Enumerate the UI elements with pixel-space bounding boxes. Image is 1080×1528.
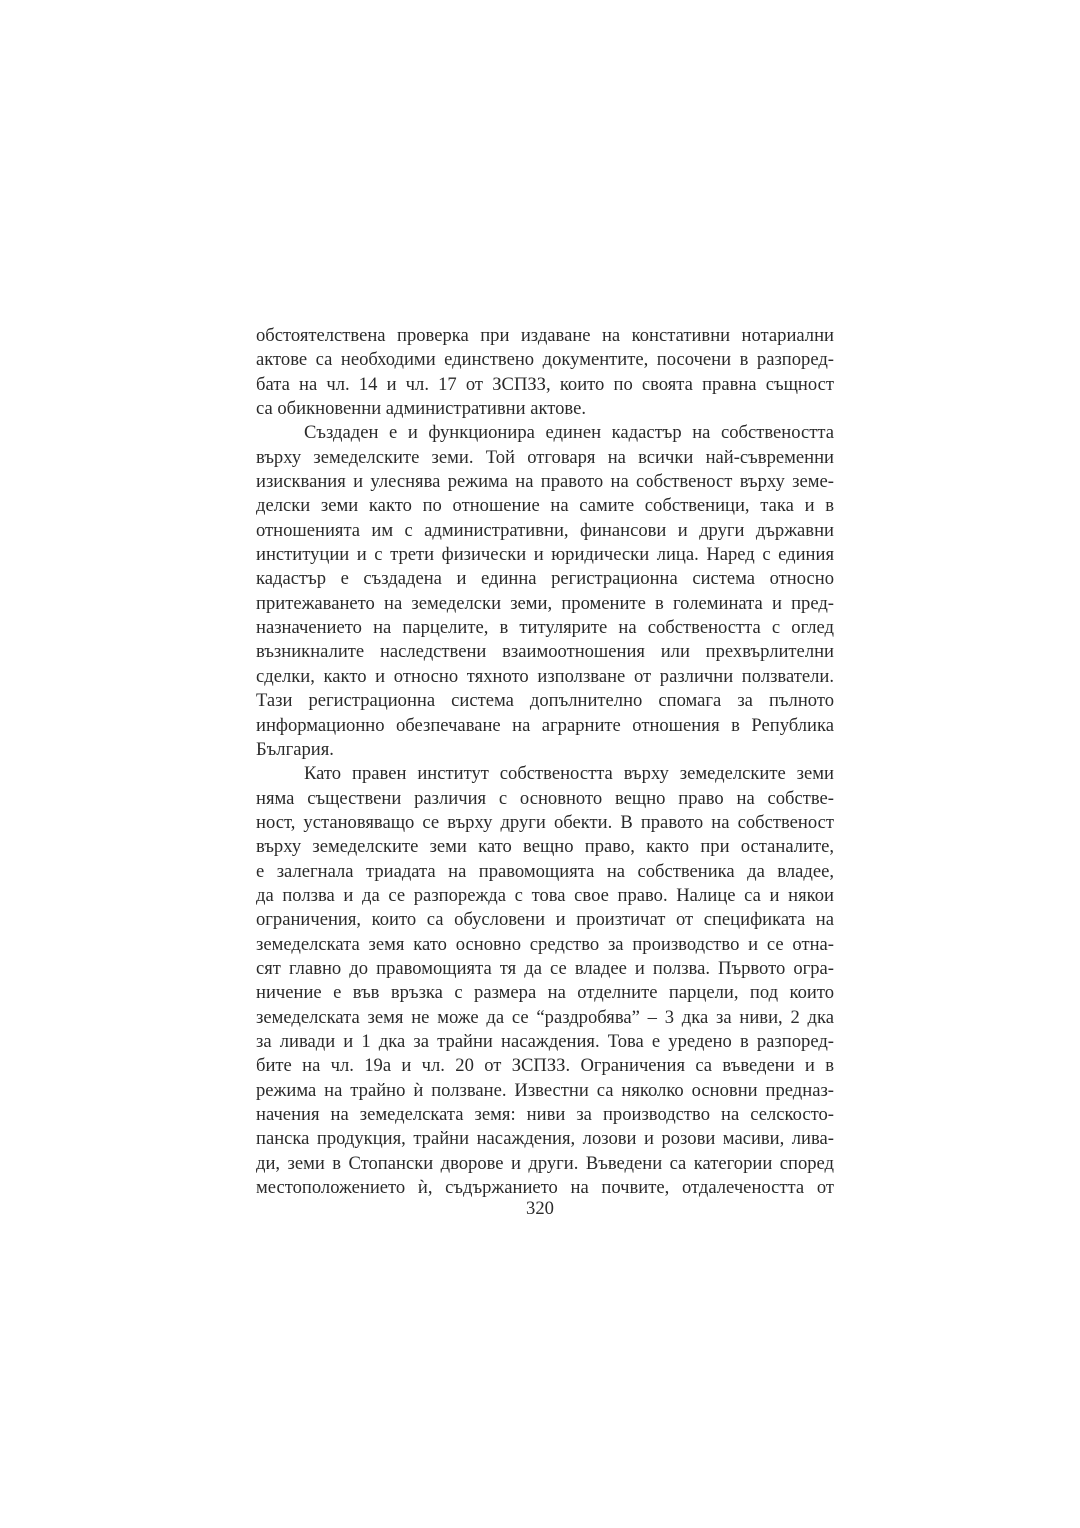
- text-line: земеделската земя не може да се “раздробява” – 3 дка за ниви, 2 дка: [256, 1006, 834, 1028]
- text-line: кадастър е създадена и единна регистрационна система относно: [256, 568, 834, 590]
- text-line: България.: [256, 738, 334, 760]
- text-line: панска продукция, трайни насаждения, лозови и розови масиви, лива-: [256, 1128, 834, 1150]
- text-line: са обикновенни административни актове.: [256, 398, 586, 420]
- text-line: местоположението ѝ, съдържанието на почвите, отдалечеността от: [256, 1177, 834, 1199]
- text-line: Като правен институт собствеността върху земеделските земи: [304, 763, 834, 785]
- text-line: Тази регистрационна система допълнително спомага за пълното: [256, 690, 834, 712]
- text-line: възникналите наследствени взаимоотношения или прехвърлителни: [256, 641, 834, 663]
- text-line: обстоятелствена проверка при издаване на констативни нотариални: [256, 325, 834, 346]
- text-line: ограничения, които са обусловени и произтичат от спецификата на: [256, 909, 834, 931]
- text-line: изисквания и улеснява режима на правото на собственост върху земе-: [256, 471, 834, 493]
- text-line: върху земеделските земи. Той отговаря на всички най-съвременни: [256, 446, 834, 468]
- text-line: е залегнала триадата на правомощията на собственика да владее,: [256, 860, 834, 882]
- text-line: да ползва и да се разпорежда с това свое право. Налице са и някои: [256, 884, 834, 906]
- text-line: делски земи както по отношение на самите собственици, така и в: [256, 495, 834, 517]
- text-line: Създаден е и функционира единен кадастър на собствеността: [304, 422, 834, 444]
- text-line: актове са необходими единствено документите, посочени в разпоред-: [256, 349, 834, 371]
- text-line: ност, установяващо се върху други обекти. В правото на собственост: [256, 811, 834, 833]
- text-line: режима на трайно ѝ ползване. Известни са няколко основни предназ-: [256, 1079, 834, 1101]
- text-line: информационно обезпечаване на аграрните отношения в Република: [256, 714, 834, 736]
- text-line: начения на земеделската земя: ниви за производство на селскосто-: [256, 1104, 834, 1125]
- text-line: ди, земи в Стопански дворове и други. Въведени са категории според: [256, 1152, 834, 1174]
- text-line: институции и с трети физически и юридически лица. Наред с единия: [256, 544, 834, 566]
- text-line: земеделската земя като основно средство за производство и се отна-: [256, 933, 834, 955]
- text-line: назначението на парцелите, в титулярите на собствеността с оглед: [256, 617, 834, 639]
- text-line: няма съществени различия с основното вещно право на собстве-: [256, 787, 834, 809]
- text-line: бите на чл. 19а и чл. 20 от ЗСПЗЗ. Ограничения са въведени и в: [256, 1055, 834, 1077]
- page-number: 320: [526, 1198, 554, 1219]
- text-line: за ливади и 1 дка за трайни насаждения. Това е уредено в разпоред-: [256, 1030, 834, 1052]
- text-line: отношенията им с административни, финансови и други държавни: [256, 519, 834, 541]
- text-line: сделки, както и относно тяхното използване от различни ползватели.: [256, 665, 834, 687]
- text-line: бата на чл. 14 и чл. 17 от ЗСПЗЗ, които по своята правна същност: [256, 373, 834, 395]
- text-line: притежаването на земеделски земи, промените в големината и пред-: [256, 592, 834, 614]
- text-line: върху земеделските земи като вещно право, както при останалите,: [256, 836, 834, 858]
- text-line: ничение е във връзка с размера на отделните парцели, под които: [256, 982, 834, 1004]
- body-text: [256, 324, 834, 1200]
- text-line: сят главно до правомощията тя да се владее и ползва. Първото огра-: [256, 957, 834, 979]
